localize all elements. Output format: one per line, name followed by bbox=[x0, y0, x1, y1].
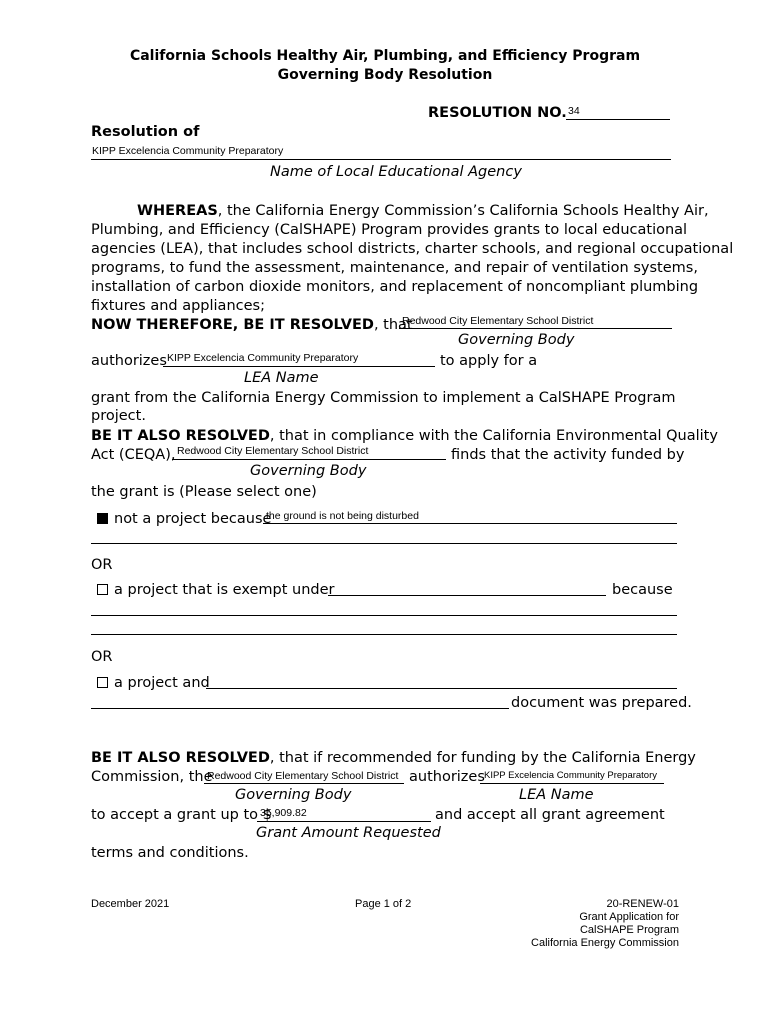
resolution-no-underline bbox=[566, 119, 670, 120]
now-therefore-that: , that bbox=[373, 317, 413, 333]
whereas-line-3: agencies (LEA), that includes school districts, charter schools, and regional occupational bbox=[91, 241, 734, 257]
governing-body-field-2[interactable]: Redwood City Elementary School District bbox=[177, 445, 369, 457]
whereas-line-6: fixtures and appliances; bbox=[91, 298, 265, 314]
governing-body-underline-3 bbox=[204, 783, 404, 784]
now-therefore-lead: NOW THEREFORE, BE IT RESOLVED bbox=[91, 317, 374, 333]
accept-rest-label: and accept all grant agreement bbox=[435, 807, 665, 823]
or-label-2: OR bbox=[91, 649, 113, 665]
or-label-1: OR bbox=[91, 557, 113, 573]
lea-caption-1: LEA Name bbox=[244, 370, 319, 386]
governing-body-underline-1 bbox=[399, 328, 672, 329]
not-a-project-reason-field[interactable]: the ground is not being disturbed bbox=[266, 510, 419, 522]
whereas-line-1 bbox=[91, 202, 709, 221]
checkbox-empty-icon[interactable] bbox=[97, 677, 108, 688]
lea-field-1[interactable]: KIPP Excelencia Community Preparatory bbox=[167, 352, 359, 364]
governing-body-underline-2 bbox=[172, 459, 446, 460]
funding-lead: BE IT ALSO RESOLVED bbox=[91, 750, 270, 766]
finds-label: finds that the activity funded by bbox=[451, 447, 685, 463]
whereas-line-5: installation of carbon dioxide monitors, and replacement of noncompliant plumbing bbox=[91, 279, 699, 295]
document-underline[interactable] bbox=[91, 708, 509, 709]
lea-caption-2: LEA Name bbox=[519, 787, 594, 803]
resolution-no-value[interactable]: 34 bbox=[568, 105, 580, 117]
grant-amount-underline bbox=[257, 821, 431, 822]
option-not-a-project[interactable] bbox=[97, 510, 271, 529]
because-label: because bbox=[612, 582, 673, 598]
select-one-label: the grant is (Please select one) bbox=[91, 484, 317, 500]
project-and-underline[interactable] bbox=[206, 688, 677, 689]
ceqa-act-label: Act (CEQA), bbox=[91, 447, 176, 463]
footer-date: December 2021 bbox=[91, 898, 170, 910]
option-exempt[interactable] bbox=[97, 581, 335, 600]
option-not-a-project-label: not a project because bbox=[114, 511, 272, 527]
footer-form-no: 20-RENEW-01 bbox=[606, 898, 679, 910]
whereas-line-4: programs, to fund the assessment, maintenance, and repair of ventilation systems, bbox=[91, 260, 698, 276]
whereas-lead: WHEREAS bbox=[137, 203, 218, 219]
whereas-line-2: Plumbing, and Efficiency (CalSHAPE) Program provides grants to local educational bbox=[91, 222, 688, 238]
governing-body-field-1[interactable]: Redwood City Elementary School District bbox=[402, 315, 594, 327]
terms-label: terms and conditions. bbox=[91, 845, 249, 861]
grant-line: grant from the California Energy Commission to implement a CalSHAPE Program bbox=[91, 390, 676, 406]
option-exempt-label: a project that is exempt under bbox=[114, 582, 335, 598]
footer-line-3: CalSHAPE Program bbox=[579, 924, 679, 936]
ceqa-text-1: , that in compliance with the California Environmental Quality bbox=[269, 428, 718, 444]
lea-field-2[interactable]: KIPP Excelencia Community Preparatory bbox=[484, 770, 658, 781]
accept-grant-label: to accept a grant up to $ bbox=[91, 807, 272, 823]
checkbox-checked-icon[interactable] bbox=[97, 513, 108, 524]
to-apply-label: to apply for a bbox=[440, 353, 538, 369]
grant-amount-caption: Grant Amount Requested bbox=[256, 825, 441, 841]
option-project-and-label: a project and bbox=[114, 675, 210, 691]
ceqa-line-1 bbox=[91, 427, 718, 446]
document-prepared-label: document was prepared. bbox=[511, 695, 692, 711]
funding-line-1 bbox=[91, 749, 696, 768]
lea-name-underline bbox=[91, 159, 671, 160]
lea-name-caption: Name of Local Educational Agency bbox=[270, 164, 522, 180]
governing-body-caption-1: Governing Body bbox=[458, 332, 575, 348]
option-project-and[interactable] bbox=[97, 674, 210, 693]
now-therefore-line bbox=[91, 316, 413, 335]
commission-the-label: Commission, the bbox=[91, 769, 213, 785]
grant-amount-field[interactable]: 35,909.82 bbox=[260, 807, 307, 819]
title-line-1: California Schools Healthy Air, Plumbing, and Efficiency Program bbox=[129, 48, 641, 64]
footer-line-2: Grant Application for bbox=[579, 911, 679, 923]
whereas-text-1: , the California Energy Commission’s California Schools Healthy Air, bbox=[217, 203, 709, 219]
footer-page: Page 1 of 2 bbox=[355, 898, 412, 910]
lea-underline-2 bbox=[480, 783, 664, 784]
reason-underline-1 bbox=[263, 523, 677, 524]
exempt-reason-underline-1[interactable] bbox=[91, 615, 677, 616]
authorizes-label: authorizes bbox=[91, 353, 167, 369]
governing-body-field-3[interactable]: Redwood City Elementary School District bbox=[207, 770, 399, 782]
exempt-reason-underline-2[interactable] bbox=[91, 634, 677, 635]
funding-authorizes-label: authorizes bbox=[409, 769, 485, 785]
lea-underline-1 bbox=[163, 366, 435, 367]
funding-text-1: , that if recommended for funding by the California Energy bbox=[269, 750, 696, 766]
reason-underline-2 bbox=[91, 543, 677, 544]
footer-line-4: California Energy Commission bbox=[531, 937, 679, 949]
exempt-under-underline[interactable] bbox=[328, 595, 606, 596]
resolution-no-label: RESOLUTION NO. bbox=[428, 105, 567, 121]
governing-body-caption-2: Governing Body bbox=[250, 463, 367, 479]
resolution-of-label: Resolution of bbox=[91, 124, 200, 140]
lea-name-field[interactable]: KIPP Excelencia Community Preparatory bbox=[92, 145, 284, 157]
checkbox-empty-icon[interactable] bbox=[97, 584, 108, 595]
title-line-2: Governing Body Resolution bbox=[277, 67, 493, 83]
governing-body-caption-3: Governing Body bbox=[235, 787, 352, 803]
project-line: project. bbox=[91, 408, 146, 424]
ceqa-lead: BE IT ALSO RESOLVED bbox=[91, 428, 270, 444]
